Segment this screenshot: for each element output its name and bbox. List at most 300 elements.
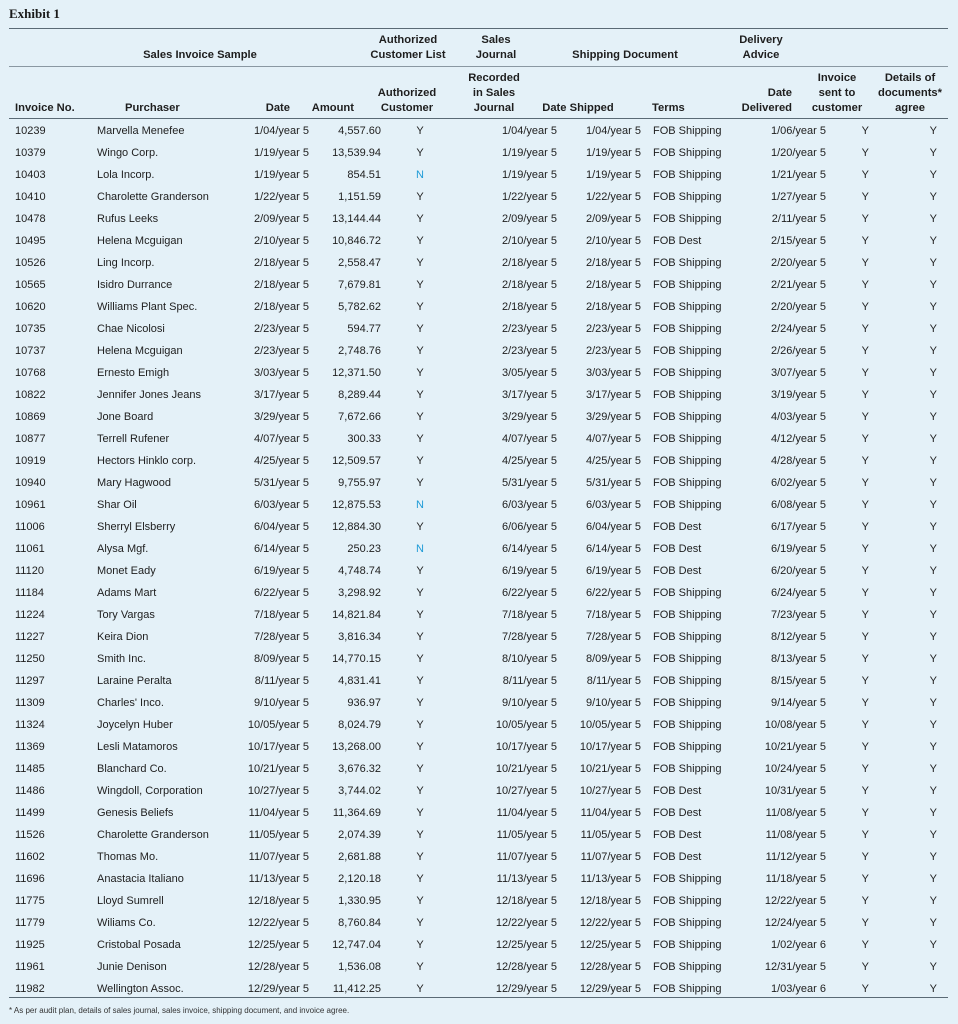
purchaser-cell: Junie Denison — [97, 961, 167, 973]
invoice-sent-cell: Y — [861, 961, 869, 973]
purchaser-cell: Charolette Granderson — [97, 829, 209, 841]
invoice-date-cell: 4/25/year 5 — [253, 455, 309, 467]
terms-cell: FOB Shipping — [653, 455, 722, 467]
invoice-sent-cell: Y — [861, 895, 869, 907]
invoice-no-cell: 10379 — [15, 147, 46, 159]
amount-cell: 1,330.95 — [338, 895, 381, 907]
invoice-sent-cell: Y — [861, 521, 869, 533]
amount-cell: 1,151.59 — [338, 191, 381, 203]
invoice-sent-cell: Y — [861, 301, 869, 313]
invoice-date-cell: 3/17/year 5 — [253, 389, 309, 401]
details-agree-cell: Y — [929, 499, 937, 511]
amount-cell: 594.77 — [347, 323, 381, 335]
invoice-sent-cell: Y — [861, 587, 869, 599]
date-shipped-cell: 1/22/year 5 — [585, 191, 641, 203]
invoice-date-cell: 1/19/year 5 — [253, 169, 309, 181]
details-agree-cell: Y — [929, 653, 937, 665]
authorized-customer-cell: Y — [416, 257, 424, 269]
table-row — [9, 626, 937, 648]
terms-cell: FOB Shipping — [653, 323, 722, 335]
details-agree-cell: Y — [929, 609, 937, 621]
invoice-sent-cell: Y — [861, 873, 869, 885]
invoice-date-cell: 8/11/year 5 — [254, 675, 309, 687]
recorded-journal-cell: 6/22/year 5 — [501, 587, 557, 599]
sales-invoice-table — [9, 120, 937, 1000]
date-delivered-cell: 6/17/year 5 — [770, 521, 826, 533]
date-shipped-cell: 8/11/year 5 — [586, 675, 641, 687]
recorded-journal-cell: 6/14/year 5 — [501, 543, 557, 555]
terms-cell: FOB Shipping — [653, 939, 722, 951]
amount-cell: 13,539.94 — [332, 147, 381, 159]
amount-cell: 7,679.81 — [338, 279, 381, 291]
recorded-journal-cell: 1/19/year 5 — [501, 147, 557, 159]
recorded-journal-cell: 6/19/year 5 — [501, 565, 557, 577]
date-delivered-cell: 11/08/year 5 — [765, 829, 826, 841]
invoice-sent-cell: Y — [861, 807, 869, 819]
table-row — [9, 692, 937, 714]
table-row — [9, 604, 937, 626]
invoice-no-cell: 11324 — [15, 719, 45, 731]
purchaser-cell: Wiliams Co. — [97, 917, 156, 929]
purchaser-cell: Lloyd Sumrell — [97, 895, 164, 907]
purchaser-cell: Chae Nicolosi — [97, 323, 165, 335]
details-agree-cell: Y — [929, 433, 937, 445]
amount-cell: 2,120.18 — [338, 873, 381, 885]
invoice-date-cell: 3/29/year 5 — [253, 411, 309, 423]
date-shipped-cell: 6/03/year 5 — [585, 499, 641, 511]
invoice-sent-cell: Y — [861, 565, 869, 577]
authorized-customer-cell: Y — [416, 235, 424, 247]
date-shipped-cell: 2/23/year 5 — [585, 323, 641, 335]
terms-cell: FOB Shipping — [653, 873, 722, 885]
authorized-customer-cell: Y — [416, 829, 424, 841]
date-delivered-cell: 4/12/year 5 — [770, 433, 826, 445]
authorized-customer-cell: Y — [416, 323, 424, 335]
recorded-journal-cell: 3/17/year 5 — [501, 389, 557, 401]
date-delivered-cell: 11/12/year 5 — [765, 851, 826, 863]
terms-cell: FOB Shipping — [653, 213, 722, 225]
purchaser-cell: Anastacia Italiano — [97, 873, 184, 885]
invoice-date-cell: 1/04/year 5 — [253, 125, 309, 137]
details-agree-cell: Y — [929, 235, 937, 247]
amount-cell: 8,760.84 — [338, 917, 381, 929]
recorded-journal-cell: 2/23/year 5 — [501, 323, 557, 335]
terms-cell: FOB Shipping — [653, 301, 722, 313]
invoice-no-cell: 11982 — [15, 983, 45, 995]
invoice-sent-cell: Y — [861, 147, 869, 159]
invoice-date-cell: 12/28/year 5 — [247, 961, 309, 973]
invoice-date-cell: 6/19/year 5 — [253, 565, 309, 577]
recorded-journal-cell: 2/09/year 5 — [501, 213, 557, 225]
recorded-journal-cell: 2/10/year 5 — [501, 235, 557, 247]
date-delivered-cell: 12/22/year 5 — [764, 895, 826, 907]
table-row — [9, 934, 937, 956]
table-row — [9, 758, 937, 780]
date-shipped-cell: 1/19/year 5 — [585, 169, 641, 181]
terms-cell: FOB Shipping — [653, 367, 722, 379]
authorized-customer-cell: Y — [416, 279, 424, 291]
terms-cell: FOB Dest — [653, 565, 702, 577]
invoice-no-cell: 10961 — [15, 499, 46, 511]
terms-cell: FOB Shipping — [653, 125, 722, 137]
date-shipped-cell: 7/18/year 5 — [585, 609, 641, 621]
recorded-journal-cell: 9/10/year 5 — [501, 697, 557, 709]
table-row — [9, 780, 937, 802]
invoice-no-cell: 11224 — [15, 609, 45, 621]
recorded-journal-cell: 10/17/year 5 — [495, 741, 557, 753]
invoice-no-cell: 11297 — [15, 675, 45, 687]
date-shipped-cell: 10/17/year 5 — [579, 741, 641, 753]
group-header-shipping-document: Shipping Document — [572, 49, 678, 61]
invoice-no-cell: 10565 — [15, 279, 46, 291]
terms-cell: FOB Shipping — [653, 499, 722, 511]
authorized-customer-cell: Y — [416, 301, 424, 313]
details-agree-cell: Y — [929, 631, 937, 643]
amount-cell: 12,509.57 — [332, 455, 381, 467]
date-delivered-cell: 3/19/year 5 — [770, 389, 826, 401]
recorded-journal-cell: 12/18/year 5 — [495, 895, 557, 907]
table-row — [9, 560, 937, 582]
group-header-authorized-list: Authorized Customer List — [370, 34, 446, 61]
terms-cell: FOB Shipping — [653, 631, 722, 643]
date-shipped-cell: 5/31/year 5 — [585, 477, 641, 489]
invoice-no-cell: 11120 — [15, 565, 44, 577]
table-row — [9, 868, 937, 890]
details-agree-cell: Y — [929, 323, 937, 335]
authorized-customer-cell: Y — [416, 433, 424, 445]
date-shipped-cell: 4/25/year 5 — [585, 455, 641, 467]
date-delivered-cell: 2/11/year 5 — [771, 213, 826, 225]
details-agree-cell: Y — [929, 741, 937, 753]
details-agree-cell: Y — [929, 455, 937, 467]
date-delivered-cell: 12/31/year 5 — [764, 961, 826, 973]
table-row — [9, 670, 937, 692]
invoice-no-cell: 11696 — [15, 873, 45, 885]
table-row — [9, 516, 937, 538]
table-row — [9, 384, 937, 406]
col-header-details-agree: Details of documents* agree — [877, 72, 943, 114]
terms-cell: FOB Shipping — [653, 895, 722, 907]
authorized-customer-cell: Y — [416, 147, 424, 159]
invoice-date-cell: 2/23/year 5 — [253, 323, 309, 335]
details-agree-cell: Y — [929, 807, 937, 819]
recorded-journal-cell: 11/13/year 5 — [496, 873, 557, 885]
invoice-no-cell: 11775 — [15, 895, 45, 907]
recorded-journal-cell: 6/06/year 5 — [501, 521, 557, 533]
invoice-date-cell: 11/05/year 5 — [248, 829, 309, 841]
details-agree-cell: Y — [929, 125, 937, 137]
invoice-date-cell: 7/28/year 5 — [253, 631, 309, 643]
purchaser-cell: Rufus Leeks — [97, 213, 159, 225]
date-shipped-cell: 11/05/year 5 — [580, 829, 641, 841]
col-header-date: Date — [265, 102, 290, 114]
purchaser-cell: Isidro Durrance — [97, 279, 173, 291]
invoice-no-cell: 11369 — [15, 741, 45, 753]
details-agree-cell: Y — [929, 873, 937, 885]
table-row — [9, 120, 937, 142]
terms-cell: FOB Shipping — [653, 983, 722, 995]
date-shipped-cell: 3/03/year 5 — [585, 367, 641, 379]
table-row — [9, 472, 937, 494]
table-row — [9, 648, 937, 670]
table-row — [9, 208, 937, 230]
invoice-no-cell: 11309 — [15, 697, 45, 709]
amount-cell: 300.33 — [347, 433, 381, 445]
terms-cell: FOB Shipping — [653, 411, 722, 423]
details-agree-cell: Y — [929, 543, 937, 555]
date-shipped-cell: 1/19/year 5 — [585, 147, 641, 159]
invoice-no-cell: 10403 — [15, 169, 46, 181]
date-shipped-cell: 12/28/year 5 — [579, 961, 641, 973]
amount-cell: 5,782.62 — [338, 301, 381, 313]
terms-cell: FOB Shipping — [653, 169, 722, 181]
invoice-sent-cell: Y — [861, 983, 869, 995]
amount-cell: 2,748.76 — [338, 345, 381, 357]
invoice-sent-cell: Y — [861, 411, 869, 423]
recorded-journal-cell: 7/28/year 5 — [501, 631, 557, 643]
table-row — [9, 230, 937, 252]
amount-cell: 4,748.74 — [338, 565, 381, 577]
authorized-customer-cell: Y — [416, 785, 424, 797]
date-shipped-cell: 12/22/year 5 — [579, 917, 641, 929]
table-row — [9, 956, 937, 978]
invoice-date-cell: 7/18/year 5 — [253, 609, 309, 621]
details-agree-cell: Y — [929, 345, 937, 357]
terms-cell: FOB Shipping — [653, 719, 722, 731]
col-header-purchaser: Purchaser — [125, 102, 180, 114]
invoice-date-cell: 1/22/year 5 — [253, 191, 309, 203]
invoice-no-cell: 11779 — [15, 917, 45, 929]
terms-cell: FOB Shipping — [653, 697, 722, 709]
authorized-customer-cell: Y — [416, 609, 424, 621]
amount-cell: 13,268.00 — [332, 741, 381, 753]
date-delivered-cell: 1/20/year 5 — [770, 147, 826, 159]
authorized-customer-cell: Y — [416, 631, 424, 643]
recorded-journal-cell: 6/03/year 5 — [501, 499, 557, 511]
amount-cell: 3,676.32 — [338, 763, 381, 775]
invoice-sent-cell: Y — [861, 851, 869, 863]
amount-cell: 2,558.47 — [338, 257, 381, 269]
authorized-customer-cell: Y — [416, 719, 424, 731]
details-agree-cell: Y — [929, 477, 937, 489]
terms-cell: FOB Shipping — [653, 191, 722, 203]
invoice-sent-cell: Y — [861, 763, 869, 775]
date-shipped-cell: 2/18/year 5 — [585, 301, 641, 313]
invoice-sent-cell: Y — [861, 917, 869, 929]
authorized-customer-cell: Y — [416, 411, 424, 423]
table-row — [9, 142, 937, 164]
terms-cell: FOB Shipping — [653, 389, 722, 401]
date-delivered-cell: 1/03/year 6 — [770, 983, 826, 995]
invoice-sent-cell: Y — [861, 279, 869, 291]
date-shipped-cell: 6/22/year 5 — [585, 587, 641, 599]
purchaser-cell: Shar Oil — [97, 499, 137, 511]
recorded-journal-cell: 3/29/year 5 — [501, 411, 557, 423]
date-shipped-cell: 10/21/year 5 — [579, 763, 641, 775]
date-shipped-cell: 6/19/year 5 — [585, 565, 641, 577]
amount-cell: 11,364.69 — [332, 807, 381, 819]
invoice-no-cell: 10478 — [15, 213, 46, 225]
authorized-customer-cell: Y — [416, 521, 424, 533]
recorded-journal-cell: 10/27/year 5 — [495, 785, 557, 797]
invoice-date-cell: 11/07/year 5 — [248, 851, 309, 863]
invoice-date-cell: 6/14/year 5 — [253, 543, 309, 555]
recorded-journal-cell: 10/05/year 5 — [495, 719, 557, 731]
recorded-journal-cell: 12/22/year 5 — [495, 917, 557, 929]
group-header-delivery-advice: Delivery Advice — [739, 34, 783, 61]
amount-cell: 13,144.44 — [332, 213, 381, 225]
details-agree-cell: Y — [929, 521, 937, 533]
invoice-no-cell: 11227 — [15, 631, 45, 643]
recorded-journal-cell: 12/28/year 5 — [495, 961, 557, 973]
purchaser-cell: Jennifer Jones Jeans — [97, 389, 201, 401]
invoice-date-cell: 10/05/year 5 — [247, 719, 309, 731]
invoice-sent-cell: Y — [861, 719, 869, 731]
invoice-date-cell: 2/23/year 5 — [253, 345, 309, 357]
date-delivered-cell: 11/18/year 5 — [765, 873, 826, 885]
col-header-invoice-sent: Invoice sent to customer — [811, 72, 863, 114]
amount-cell: 936.97 — [347, 697, 381, 709]
invoice-date-cell: 2/18/year 5 — [253, 279, 309, 291]
col-header-authorized-customer: Authorized Customer — [377, 87, 437, 114]
terms-cell: FOB Shipping — [653, 477, 722, 489]
invoice-no-cell: 11925 — [15, 939, 45, 951]
recorded-journal-cell: 11/07/year 5 — [496, 851, 557, 863]
date-delivered-cell: 7/23/year 5 — [770, 609, 826, 621]
invoice-date-cell: 6/04/year 5 — [253, 521, 309, 533]
authorized-customer-cell: Y — [416, 565, 424, 577]
table-row — [9, 164, 937, 186]
details-agree-cell: Y — [929, 851, 937, 863]
date-delivered-cell: 9/14/year 5 — [770, 697, 826, 709]
terms-cell: FOB Dest — [653, 235, 702, 247]
date-delivered-cell: 2/20/year 5 — [770, 301, 826, 313]
date-shipped-cell: 2/23/year 5 — [585, 345, 641, 357]
amount-cell: 11,412.25 — [332, 983, 381, 995]
recorded-journal-cell: 11/05/year 5 — [496, 829, 557, 841]
details-agree-cell: Y — [929, 763, 937, 775]
date-delivered-cell: 10/31/year 5 — [764, 785, 826, 797]
details-agree-cell: Y — [929, 169, 937, 181]
invoice-date-cell: 5/31/year 5 — [253, 477, 309, 489]
purchaser-cell: Lola Incorp. — [97, 169, 155, 181]
details-agree-cell: Y — [929, 719, 937, 731]
invoice-no-cell: 10940 — [15, 477, 46, 489]
date-delivered-cell: 1/27/year 5 — [770, 191, 826, 203]
invoice-no-cell: 11526 — [15, 829, 45, 841]
authorized-customer-cell: Y — [416, 653, 424, 665]
purchaser-cell: Helena Mcguigan — [97, 235, 183, 247]
table-row — [9, 406, 937, 428]
authorized-customer-cell: N — [416, 169, 424, 181]
terms-cell: FOB Shipping — [653, 257, 722, 269]
authorized-customer-cell: Y — [416, 477, 424, 489]
terms-cell: FOB Dest — [653, 543, 702, 555]
amount-cell: 10,846.72 — [332, 235, 381, 247]
recorded-journal-cell: 3/05/year 5 — [501, 367, 557, 379]
top-rule — [9, 28, 948, 29]
date-delivered-cell: 6/19/year 5 — [770, 543, 826, 555]
authorized-customer-cell: Y — [416, 389, 424, 401]
date-shipped-cell: 6/14/year 5 — [585, 543, 641, 555]
date-shipped-cell: 4/07/year 5 — [585, 433, 641, 445]
recorded-journal-cell: 2/23/year 5 — [501, 345, 557, 357]
date-delivered-cell: 11/08/year 5 — [765, 807, 826, 819]
authorized-customer-cell: Y — [416, 961, 424, 973]
date-delivered-cell: 2/24/year 5 — [770, 323, 826, 335]
recorded-journal-cell: 1/04/year 5 — [501, 125, 557, 137]
authorized-customer-cell: Y — [416, 213, 424, 225]
authorized-customer-cell: Y — [416, 807, 424, 819]
date-shipped-cell: 10/05/year 5 — [579, 719, 641, 731]
invoice-no-cell: 10735 — [15, 323, 46, 335]
terms-cell: FOB Shipping — [653, 961, 722, 973]
purchaser-cell: Charolette Granderson — [97, 191, 209, 203]
invoice-sent-cell: Y — [861, 169, 869, 181]
purchaser-cell: Jone Board — [97, 411, 154, 423]
table-row — [9, 340, 937, 362]
date-delivered-cell: 6/02/year 5 — [770, 477, 826, 489]
table-row — [9, 890, 937, 912]
invoice-sent-cell: Y — [861, 257, 869, 269]
invoice-date-cell: 10/17/year 5 — [247, 741, 309, 753]
date-shipped-cell: 2/10/year 5 — [585, 235, 641, 247]
date-delivered-cell: 2/20/year 5 — [770, 257, 826, 269]
purchaser-cell: Monet Eady — [97, 565, 156, 577]
amount-cell: 12,371.50 — [332, 367, 381, 379]
invoice-sent-cell: Y — [861, 455, 869, 467]
invoice-sent-cell: Y — [861, 697, 869, 709]
purchaser-cell: Laraine Peralta — [97, 675, 172, 687]
terms-cell: FOB Shipping — [653, 279, 722, 291]
col-header-date-shipped: Date Shipped — [542, 102, 614, 114]
authorized-customer-cell: Y — [416, 851, 424, 863]
invoice-no-cell: 10620 — [15, 301, 46, 313]
amount-cell: 2,681.88 — [338, 851, 381, 863]
table-row — [9, 736, 937, 758]
invoice-sent-cell: Y — [861, 939, 869, 951]
details-agree-cell: Y — [929, 785, 937, 797]
invoice-date-cell: 3/03/year 5 — [253, 367, 309, 379]
date-shipped-cell: 12/18/year 5 — [579, 895, 641, 907]
authorized-customer-cell: Y — [416, 983, 424, 995]
amount-cell: 14,821.84 — [332, 609, 381, 621]
table-row — [9, 450, 937, 472]
amount-cell: 4,831.41 — [338, 675, 381, 687]
amount-cell: 854.51 — [347, 169, 381, 181]
invoice-sent-cell: Y — [861, 477, 869, 489]
invoice-date-cell: 10/27/year 5 — [247, 785, 309, 797]
date-delivered-cell: 3/07/year 5 — [770, 367, 826, 379]
invoice-sent-cell: Y — [861, 389, 869, 401]
invoice-no-cell: 10495 — [15, 235, 46, 247]
authorized-customer-cell: Y — [416, 455, 424, 467]
date-delivered-cell: 2/21/year 5 — [770, 279, 826, 291]
table-row — [9, 274, 937, 296]
col-header-date-delivered: Date Delivered — [741, 87, 792, 114]
col-header-invoice-no: Invoice No. — [15, 102, 75, 114]
authorized-customer-cell: Y — [416, 939, 424, 951]
date-delivered-cell: 4/03/year 5 — [770, 411, 826, 423]
terms-cell: FOB Shipping — [653, 675, 722, 687]
recorded-journal-cell: 4/25/year 5 — [501, 455, 557, 467]
purchaser-cell: Mary Hagwood — [97, 477, 171, 489]
date-shipped-cell: 12/25/year 5 — [579, 939, 641, 951]
terms-cell: FOB Dest — [653, 851, 702, 863]
amount-cell: 12,875.53 — [332, 499, 381, 511]
details-agree-cell: Y — [929, 697, 937, 709]
invoice-sent-cell: Y — [861, 543, 869, 555]
